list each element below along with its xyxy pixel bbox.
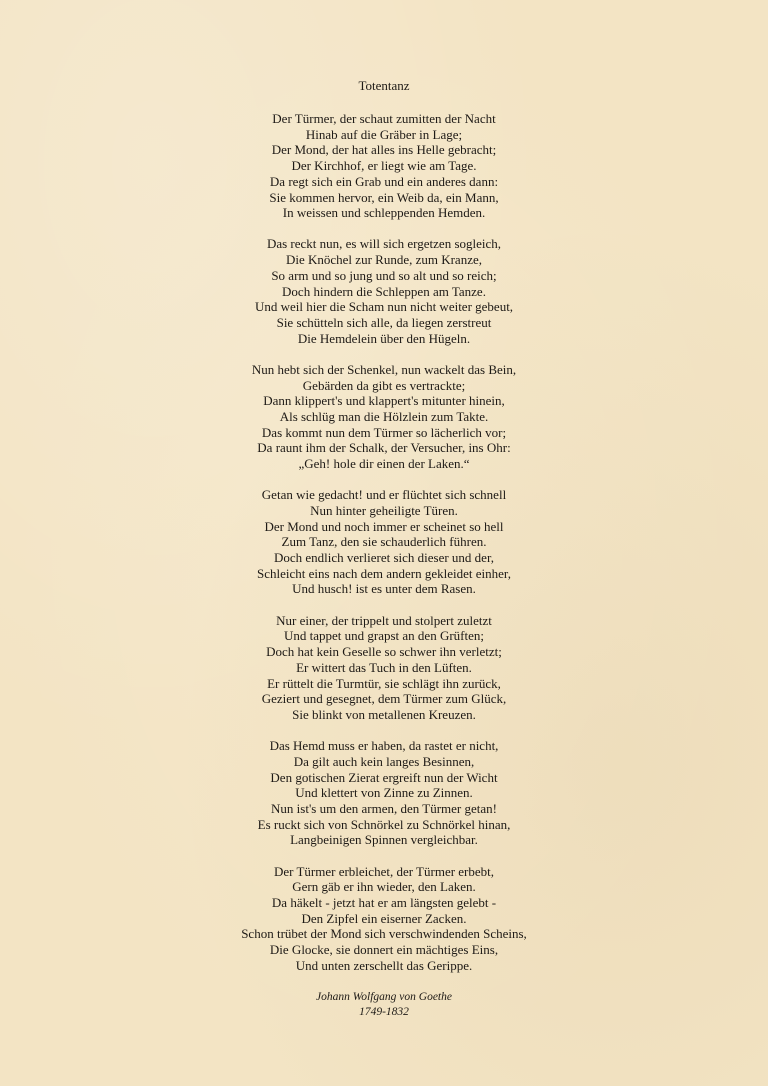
poem-line: Er wittert das Tuch in den Lüften. — [296, 659, 472, 675]
poem-line: Geziert und gesegnet, dem Türmer zum Glück, — [261, 691, 507, 707]
poem-line: Das kommt nun dem Türmer so lächerlich vor; — [261, 424, 507, 440]
poem-line: Und klettert von Zinne zu Zinnen. — [295, 785, 473, 801]
author-name: Johann Wolfgang von Goethe — [316, 991, 452, 1004]
poem-line: Die Hemdelein über den Hügeln. — [297, 330, 471, 346]
poem-line: Das reckt nun, es will sich ergetzen sogleich, — [266, 236, 502, 252]
stanza-4 — [0, 487, 768, 597]
poem-line: Der Mond und noch immer er scheinet so hell — [264, 518, 504, 534]
poem-line: Nun ist's um den armen, den Türmer getan! — [271, 800, 497, 816]
stanza-1 — [0, 111, 768, 221]
poem-line: Den gotischen Zierat ergreift nun der Wicht — [270, 769, 498, 785]
poem-line: Der Türmer erbleichet, der Türmer erbebt, — [273, 863, 495, 879]
poem-line: Da gilt auch kein langes Besinnen, — [293, 753, 475, 769]
poem-body — [0, 111, 768, 973]
poem-line: Doch hindern die Schleppen am Tanze. — [282, 283, 486, 299]
stanza-5 — [0, 613, 768, 723]
poem-line: Der Kirchhof, er liegt wie am Tage. — [291, 158, 477, 174]
poem-line: Zum Tanz, den sie schauderlich führen. — [281, 534, 487, 550]
poem-title: Totentanz — [358, 78, 410, 93]
poem-line: Die Knöchel zur Runde, zum Kranze, — [285, 252, 482, 268]
poem-line: Getan wie gedacht! und er flüchtet sich schnell — [261, 487, 507, 503]
poem-line: In weissen und schleppenden Hemden. — [282, 205, 486, 221]
attribution — [0, 990, 768, 1020]
poem-line: So arm und so jung und so alt und so reich; — [271, 267, 497, 283]
poem-line: Nun hinter geheiligte Türen. — [310, 502, 458, 518]
poem-line: Es ruckt sich von Schnörkel zu Schnörkel hinan, — [257, 816, 511, 832]
poem-line: Da regt sich ein Grab und ein anderes dann: — [269, 173, 499, 189]
poem-line: Er rüttelt die Turmtür, sie schlägt ihn zurück, — [267, 675, 501, 691]
poem-line: Nun hebt sich der Schenkel, nun wackelt das Bein, — [251, 361, 517, 377]
stanza-6 — [0, 738, 768, 848]
poem-line: Da häkelt - jetzt hat er am längsten gelebt - — [271, 894, 497, 910]
stanza-7 — [0, 864, 768, 974]
poem-line: Doch hat kein Geselle so schwer ihn verletzt; — [266, 644, 502, 660]
poem-line: Sie kommen hervor, ein Weib da, ein Mann, — [269, 189, 499, 205]
poem-line: Den Zipfel ein eiserner Zacken. — [301, 910, 467, 926]
poem-line: Da raunt ihm der Schalk, der Versucher, ins Ohr: — [257, 440, 511, 456]
poem-line: Langbeinigen Spinnen vergleichbar. — [290, 832, 478, 848]
poem-line: Und weil hier die Scham nun nicht weiter gebeut, — [254, 299, 514, 315]
poem-line: Und husch! ist es unter dem Rasen. — [292, 581, 476, 597]
poem-line: Schleicht eins nach dem andern gekleidet einher, — [257, 565, 511, 581]
poem-line: Hinab auf die Gräber in Lage; — [305, 126, 463, 142]
poem-line: Schon trübet der Mond sich verschwindenden Scheins, — [241, 926, 527, 942]
poem-line: Und unten zerschellt das Gerippe. — [295, 957, 473, 973]
poem-line: Das Hemd muss er haben, da rastet er nicht, — [269, 738, 499, 754]
poem-line: Doch endlich verlieret sich dieser und der, — [273, 550, 495, 566]
poem-line: Der Mond, der hat alles ins Helle gebracht; — [271, 142, 497, 158]
poem-line: Gebärden da gibt es vertrackte; — [302, 377, 466, 393]
author-years: 1749-1832 — [359, 1006, 409, 1019]
poem-line: Nur einer, der trippelt und stolpert zuletzt — [276, 612, 492, 628]
stanza-3 — [0, 362, 768, 472]
poem-line: Sie schütteln sich alle, da liegen zerstreut — [276, 314, 492, 330]
stanza-2 — [0, 236, 768, 346]
poem-line: Der Türmer, der schaut zumitten der Nacht — [272, 111, 496, 126]
poem-line: Und tappet und grapst an den Grüften; — [283, 628, 484, 644]
poem-line: „Geh! hole dir einen der Laken.“ — [298, 456, 470, 472]
poem-line: Gern gäb er ihn wieder, den Laken. — [292, 879, 476, 895]
poem-line: Als schlüg man die Hölzlein zum Takte. — [279, 408, 489, 424]
poem-line: Die Glocke, sie donnert ein mächtiges Eins, — [269, 942, 499, 958]
poem-line: Sie blinkt von metallenen Kreuzen. — [292, 706, 476, 722]
poem-line: Dann klippert's und klappert's mitunter hinein, — [263, 393, 505, 409]
